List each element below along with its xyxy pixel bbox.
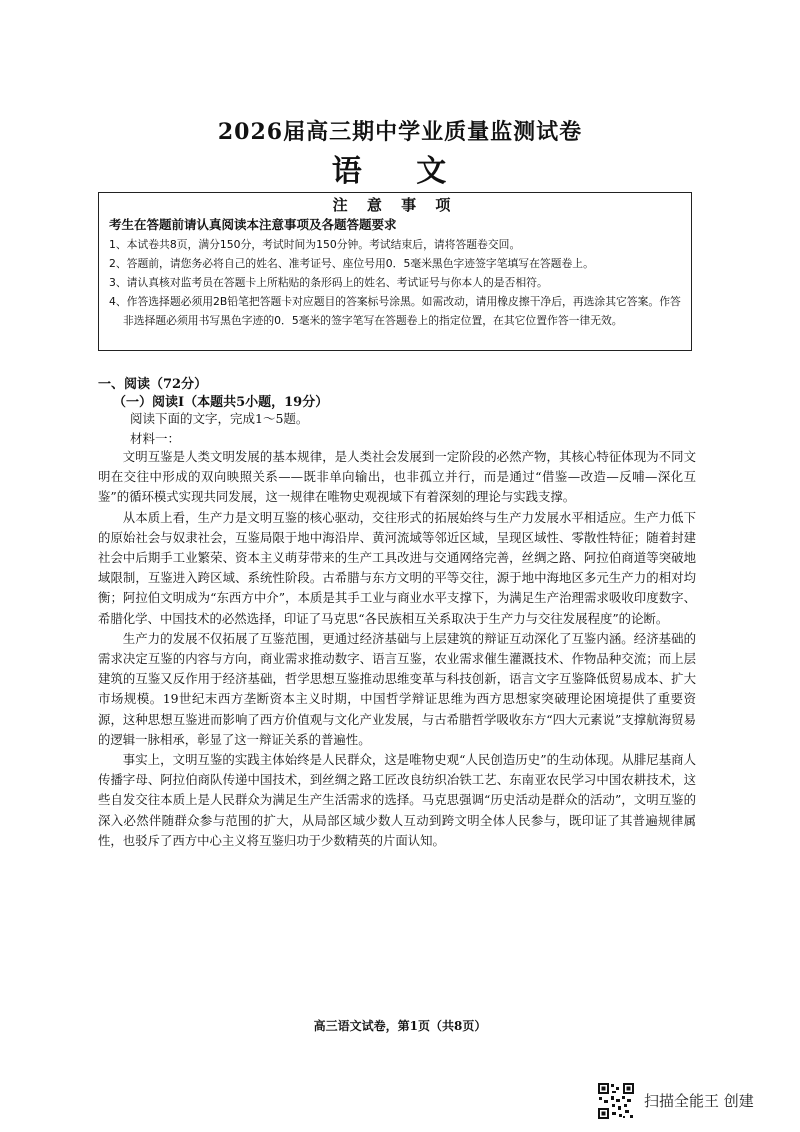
notice-item: 1、本试卷共8页，满分150分，考试时间为150分钟。考试结束后，请将答题卷交回。	[109, 238, 521, 251]
notice-item: 2、答题前，请您务必将自己的姓名、准考证号、座位号用0．5毫米黑色字迹签字笔填写在答题卷上。	[109, 257, 594, 270]
section-heading: 一、阅读（72分）	[98, 377, 208, 392]
exam-title: 2026届高三期中学业质量监测试卷	[217, 119, 583, 145]
scanner-watermark: 扫描全能王 创建	[644, 1092, 754, 1110]
subsection-heading: （一）阅读Ⅰ（本题共5小题，19分）	[113, 395, 329, 410]
passage-body	[98, 447, 696, 851]
notice-title: 注 意 事 项	[332, 196, 458, 214]
passage-paragraph: 从本质上看，生产力是文明互鉴的核心驱动，交往形式的拓展始终与生产力发展水平相适应。生产力低下的原始社会与奴隶社会，互鉴局限于地中海沿岸、黄河流域等邻近区域，呈现区域性、零散性特征；随着封建社会中后期手工业繁荣、资本主义萌芽带来的生产工具改进与交通网络完善，丝绸之路、阿拉伯商道等突破地域限制，互鉴进入跨区域、系统性阶段。古希腊与东方文明的平等交往，源于地中海地区多元生产力的相对均衡；阿拉伯文明成为“东西方中介”，本质是其手工业与商业水平支撑下，为满足生产治理需求吸收印度数字、希腊化学、中国技术的必然选择，印证了马克思“各民族相互关系取决于生产力与交往发展程度”的论断。	[98, 509, 696, 626]
notice-item: 3、请认真核对监考员在答题卡上所粘贴的条形码上的姓名、考试证号与你本人的是否相符。	[109, 276, 548, 289]
qr-code-icon	[597, 1082, 635, 1120]
material-label: 材料一：	[130, 431, 181, 446]
page-footer: 高三语文试卷，第1页（共8页）	[313, 1019, 487, 1033]
notice-item: 4、作答选择题必须用2B铅笔把答题卡对应题目的答案标号涂黑。如需改动，请用橡皮擦干净后，再选涂其它答案。作答非选择题必须用书写黑色字迹的0．5毫米的签字笔写在答题卷上的指定位置，在其它位置作答一律无效。	[109, 295, 681, 327]
notice-box	[98, 192, 692, 351]
passage-paragraph: 事实上，文明互鉴的实践主体始终是人民群众，这是唯物史观“人民创造历史”的生动体现。从腓尼基商人传播字母、阿拉伯商队传递中国技术，到丝绸之路工匠改良纺织冶铁工艺、东南亚农民学习中国农耕技术，这些自发交往本质上是人民群众为满足生产生活需求的选择。马克思强调“历史活动是群众的活动”，文明互鉴的深入必然伴随群众参与范围的扩大，从局部区域少数人互动到跨文明全体人民参与，既印证了其普遍规律属性，也驳斥了西方中心主义将互鉴归功于少数精英的片面认知。	[98, 752, 696, 848]
subject-title: 语 文	[331, 154, 469, 189]
notice-subtitle: 考生在答题前请认真阅读本注意事项及各题答题要求	[109, 217, 397, 232]
passage-paragraph: 文明互鉴是人类文明发展的基本规律，是人类社会发展到一定阶段的必然产物，其核心特征体现为不同文明在交往中形成的双向映照关系——既非单向输出，也非孤立并行，而是通过“借鉴—改造—反哺—深化互鉴”的循环模式实现共同发展，这一规律在唯物史观视域下有着深刻的理论与实践支撑。	[98, 449, 696, 505]
passage-paragraph: 生产力的发展不仅拓展了互鉴范围，更通过经济基础与上层建筑的辩证互动深化了互鉴内涵。经济基础的需求决定互鉴的内容与方向，商业需求推动数字、语言互鉴，农业需求催生灌溉技术、作物品种交流；而上层建筑的互鉴又反作用于经济基础，哲学思想互鉴推动思维变革与科技创新，语言文字互鉴降低贸易成本、扩大市场规模。19世纪末西方垄断资本主义时期，中国哲学辩证思维为西方思想家突破理论困境提供了重要资源，这种思想互鉴进而影响了西方价值观与文化产业发展，与古希腊哲学吸收东方“四大元素说”支撑航海贸易的逻辑一脉相承，彰显了这一辩证关系的普遍性。	[98, 630, 696, 747]
reading-instruction: 阅读下面的文字，完成1～5题。	[130, 411, 309, 426]
